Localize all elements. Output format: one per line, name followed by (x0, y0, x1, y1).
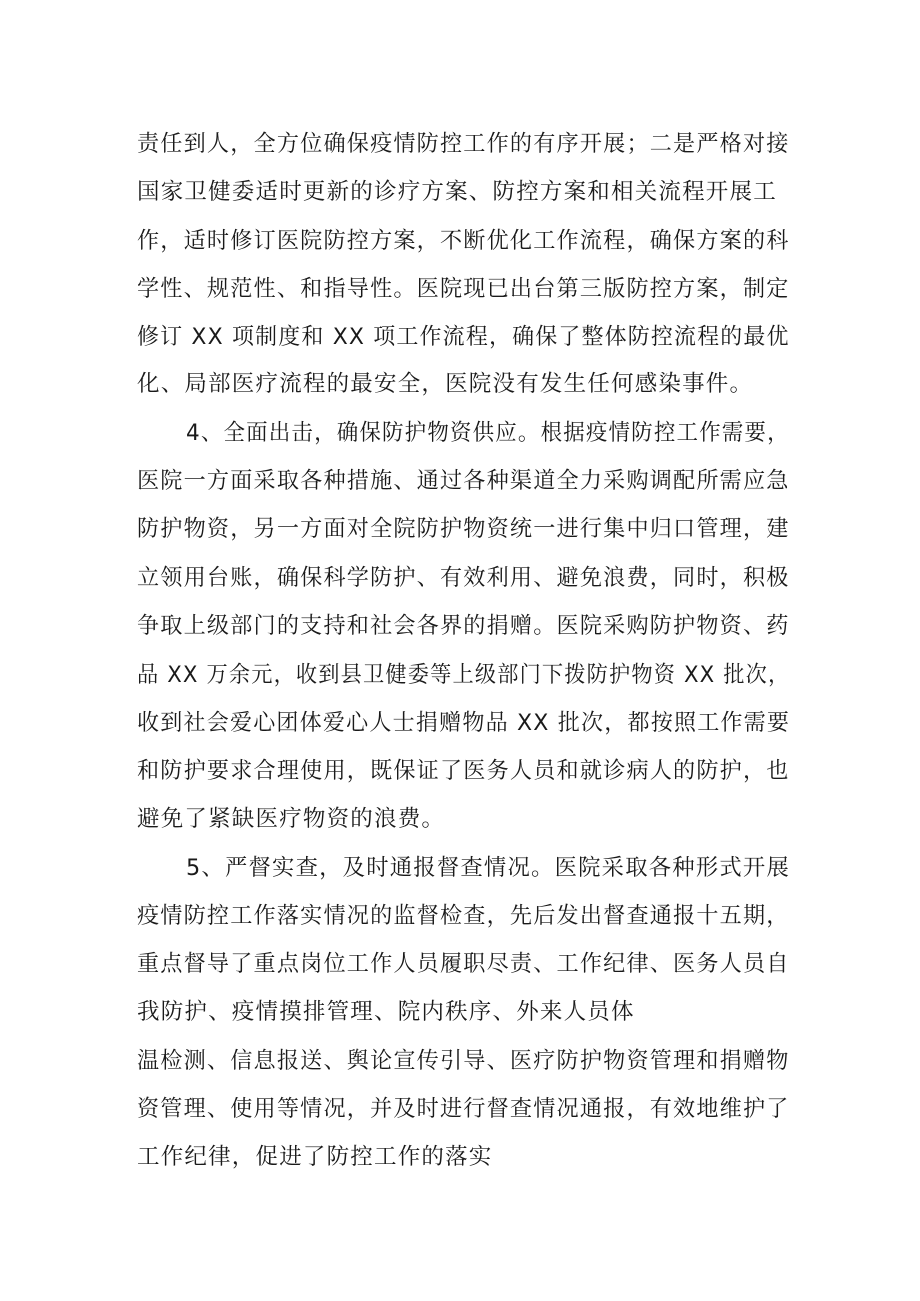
text-line-2: 国家卫健委适时更新的诊疗方案、防控方案和相关流程开展工 (137, 179, 777, 205)
text-line-12: 品 XX 万余元，收到县卫健委等上级部门下拨防护物资 XX 批次， (137, 662, 791, 688)
text-line-19: 我防护、疫情摸排管理、院内秩序、外来人员体 (137, 999, 635, 1025)
text-line-22: 工作纪律，促进了防控工作的落实 (137, 1144, 493, 1170)
text-line-10: 立领用台账，确保科学防护、有效利用、避免浪费，同时，积极 (137, 565, 790, 591)
paragraph-4-heading-line: 4、全面出击，确保防护物资供应。根据疫情防控工作需要， (186, 420, 790, 446)
text-line-9: 防护物资，另一方面对全院防护物资统一进行集中归口管理，建 (137, 516, 790, 542)
text-line-11: 争取上级部门的支持和社会各界的捐赠。医院采购防护物资、药 (137, 613, 790, 639)
text-line-3: 作，适时修订医院防控方案，不断优化工作流程，确保方案的科 (137, 228, 790, 254)
text-line-8: 医院一方面采取各种措施、通过各种渠道全力采购调配所需应急 (137, 468, 790, 494)
text-line-17: 疫情防控工作落实情况的监督检查，先后发出督查通报十五期， (137, 903, 790, 929)
text-line-21: 资管理、使用等情况，并及时进行督查情况通报，有效地维护了 (137, 1096, 790, 1122)
text-line-5: 修订 XX 项制度和 XX 项工作流程，确保了整体防控流程的最优 (137, 324, 790, 350)
text-line-20: 温检测、信息报送、舆论宣传引导、医疗防护物资管理和捐赠物 (137, 1048, 790, 1074)
text-line-1: 责任到人，全方位确保疫情防控工作的有序开展；二是严格对接 (137, 131, 790, 157)
text-line-15: 避免了紧缺医疗物资的浪费。 (137, 806, 446, 832)
text-line-4: 学性、规范性、和指导性。医院现已出台第三版防控方案，制定 (137, 276, 790, 302)
text-line-13: 收到社会爱心团体爱心人士捐赠物品 XX 批次，都按照工作需要 (137, 710, 791, 736)
paragraph-5-heading-line: 5、严督实查，及时通报督查情况。医院采取各种形式开展 (186, 855, 791, 881)
text-line-6: 化、局部医疗流程的最安全，医院没有发生任何感染事件。 (137, 371, 754, 397)
text-line-14: 和防护要求合理使用，既保证了医务人员和就诊病人的防护，也 (137, 758, 790, 784)
text-line-18: 重点督导了重点岗位工作人员履职尽责、工作纪律、医务人员自 (137, 951, 790, 977)
